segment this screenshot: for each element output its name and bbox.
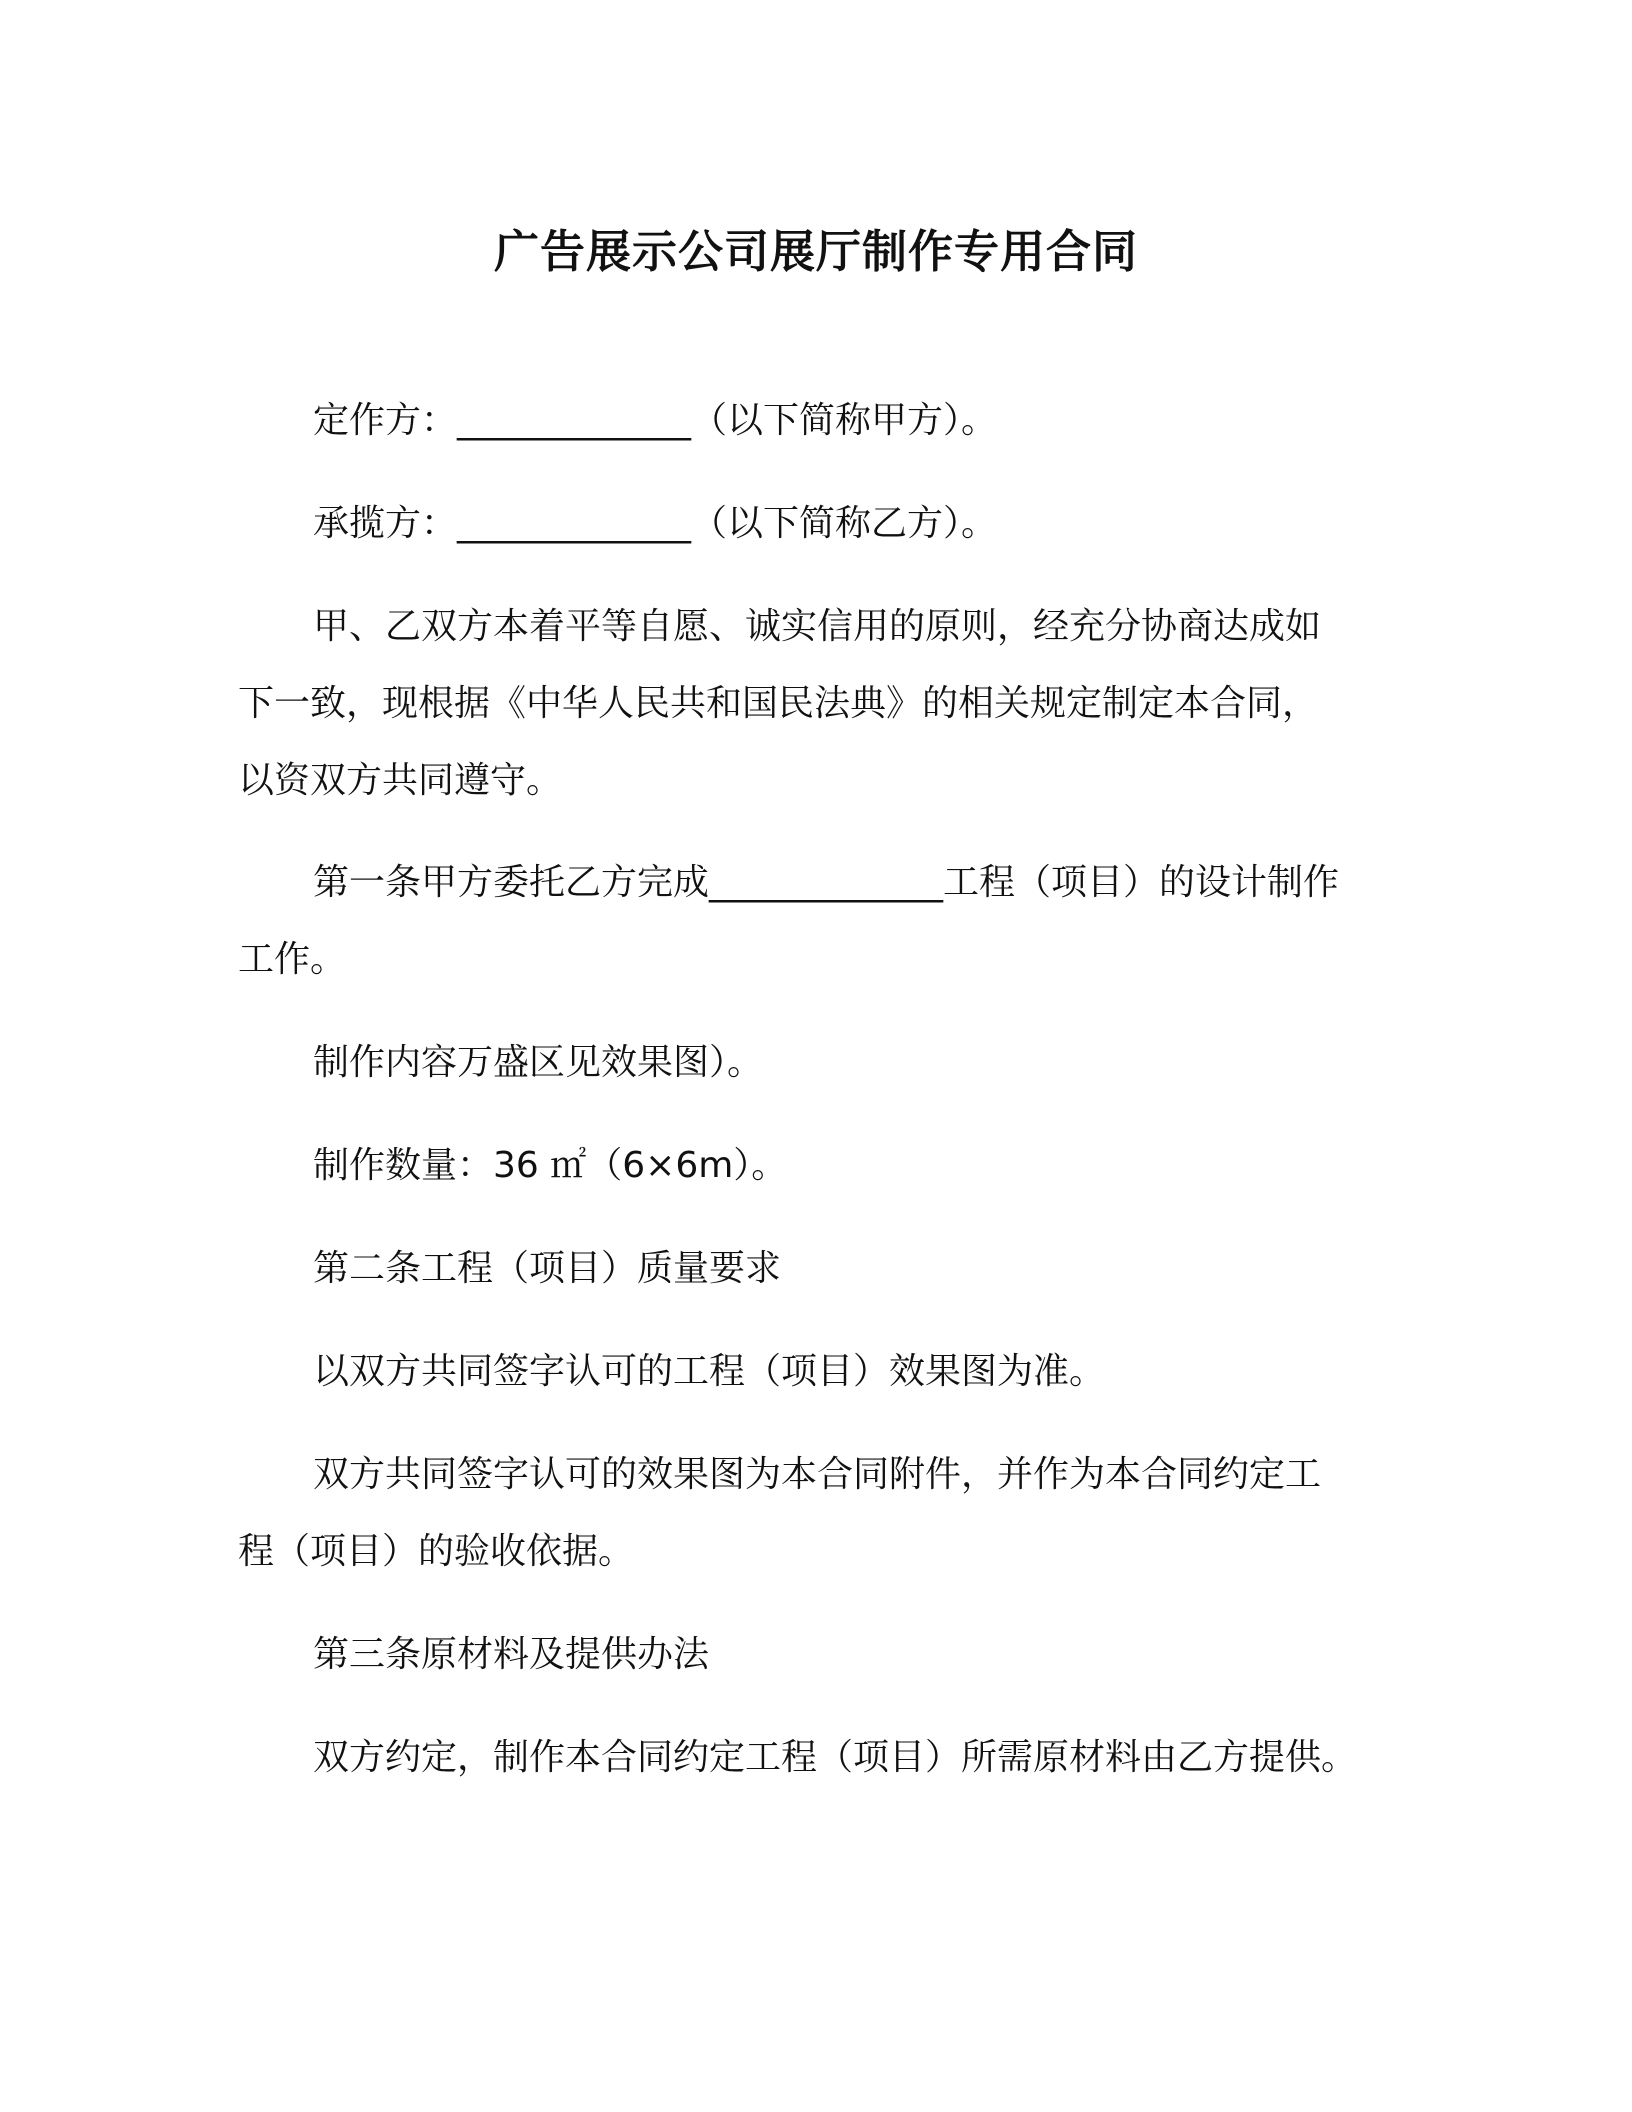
article-1-line-2: 工作。 bbox=[238, 939, 347, 980]
preamble-line-3: 以资双方共同遵守。 bbox=[238, 760, 563, 801]
party-a-line: 定作方：_____________（以下简称甲方）。 bbox=[313, 400, 998, 441]
article-1-line-1: 第一条甲方委托乙方完成_____________工程（项目）的设计制作 bbox=[313, 862, 1340, 903]
article-3-heading: 第三条原材料及提供办法 bbox=[313, 1634, 710, 1675]
preamble-line-1: 甲、乙双方本着平等自愿、诚实信用的原则，经充分协商达成如 bbox=[313, 606, 1322, 647]
article-3-line-1: 双方约定，制作本合同约定工程（项目）所需原材料由乙方提供。 bbox=[313, 1737, 1358, 1778]
production-content: 制作内容万盛区见效果图）。 bbox=[313, 1042, 764, 1083]
article-2-line-2: 双方共同签字认可的效果图为本合同附件，并作为本合同约定工 bbox=[313, 1454, 1322, 1495]
document-title: 广告展示公司展厅制作专用合同 bbox=[493, 225, 1138, 278]
article-2-line-1: 以双方共同签字认可的工程（项目）效果图为准。 bbox=[313, 1351, 1106, 1392]
article-2-line-3: 程（项目）的验收依据。 bbox=[238, 1531, 635, 1572]
party-b-line: 承揽方：_____________（以下简称乙方）。 bbox=[313, 503, 998, 544]
production-quantity: 制作数量：36 ㎡（6×6m）。 bbox=[313, 1145, 788, 1186]
article-2-heading: 第二条工程（项目）质量要求 bbox=[313, 1248, 782, 1289]
preamble-line-2: 下一致，现根据《中华人民共和国民法典》的相关规定制定本合同， bbox=[238, 683, 1319, 724]
